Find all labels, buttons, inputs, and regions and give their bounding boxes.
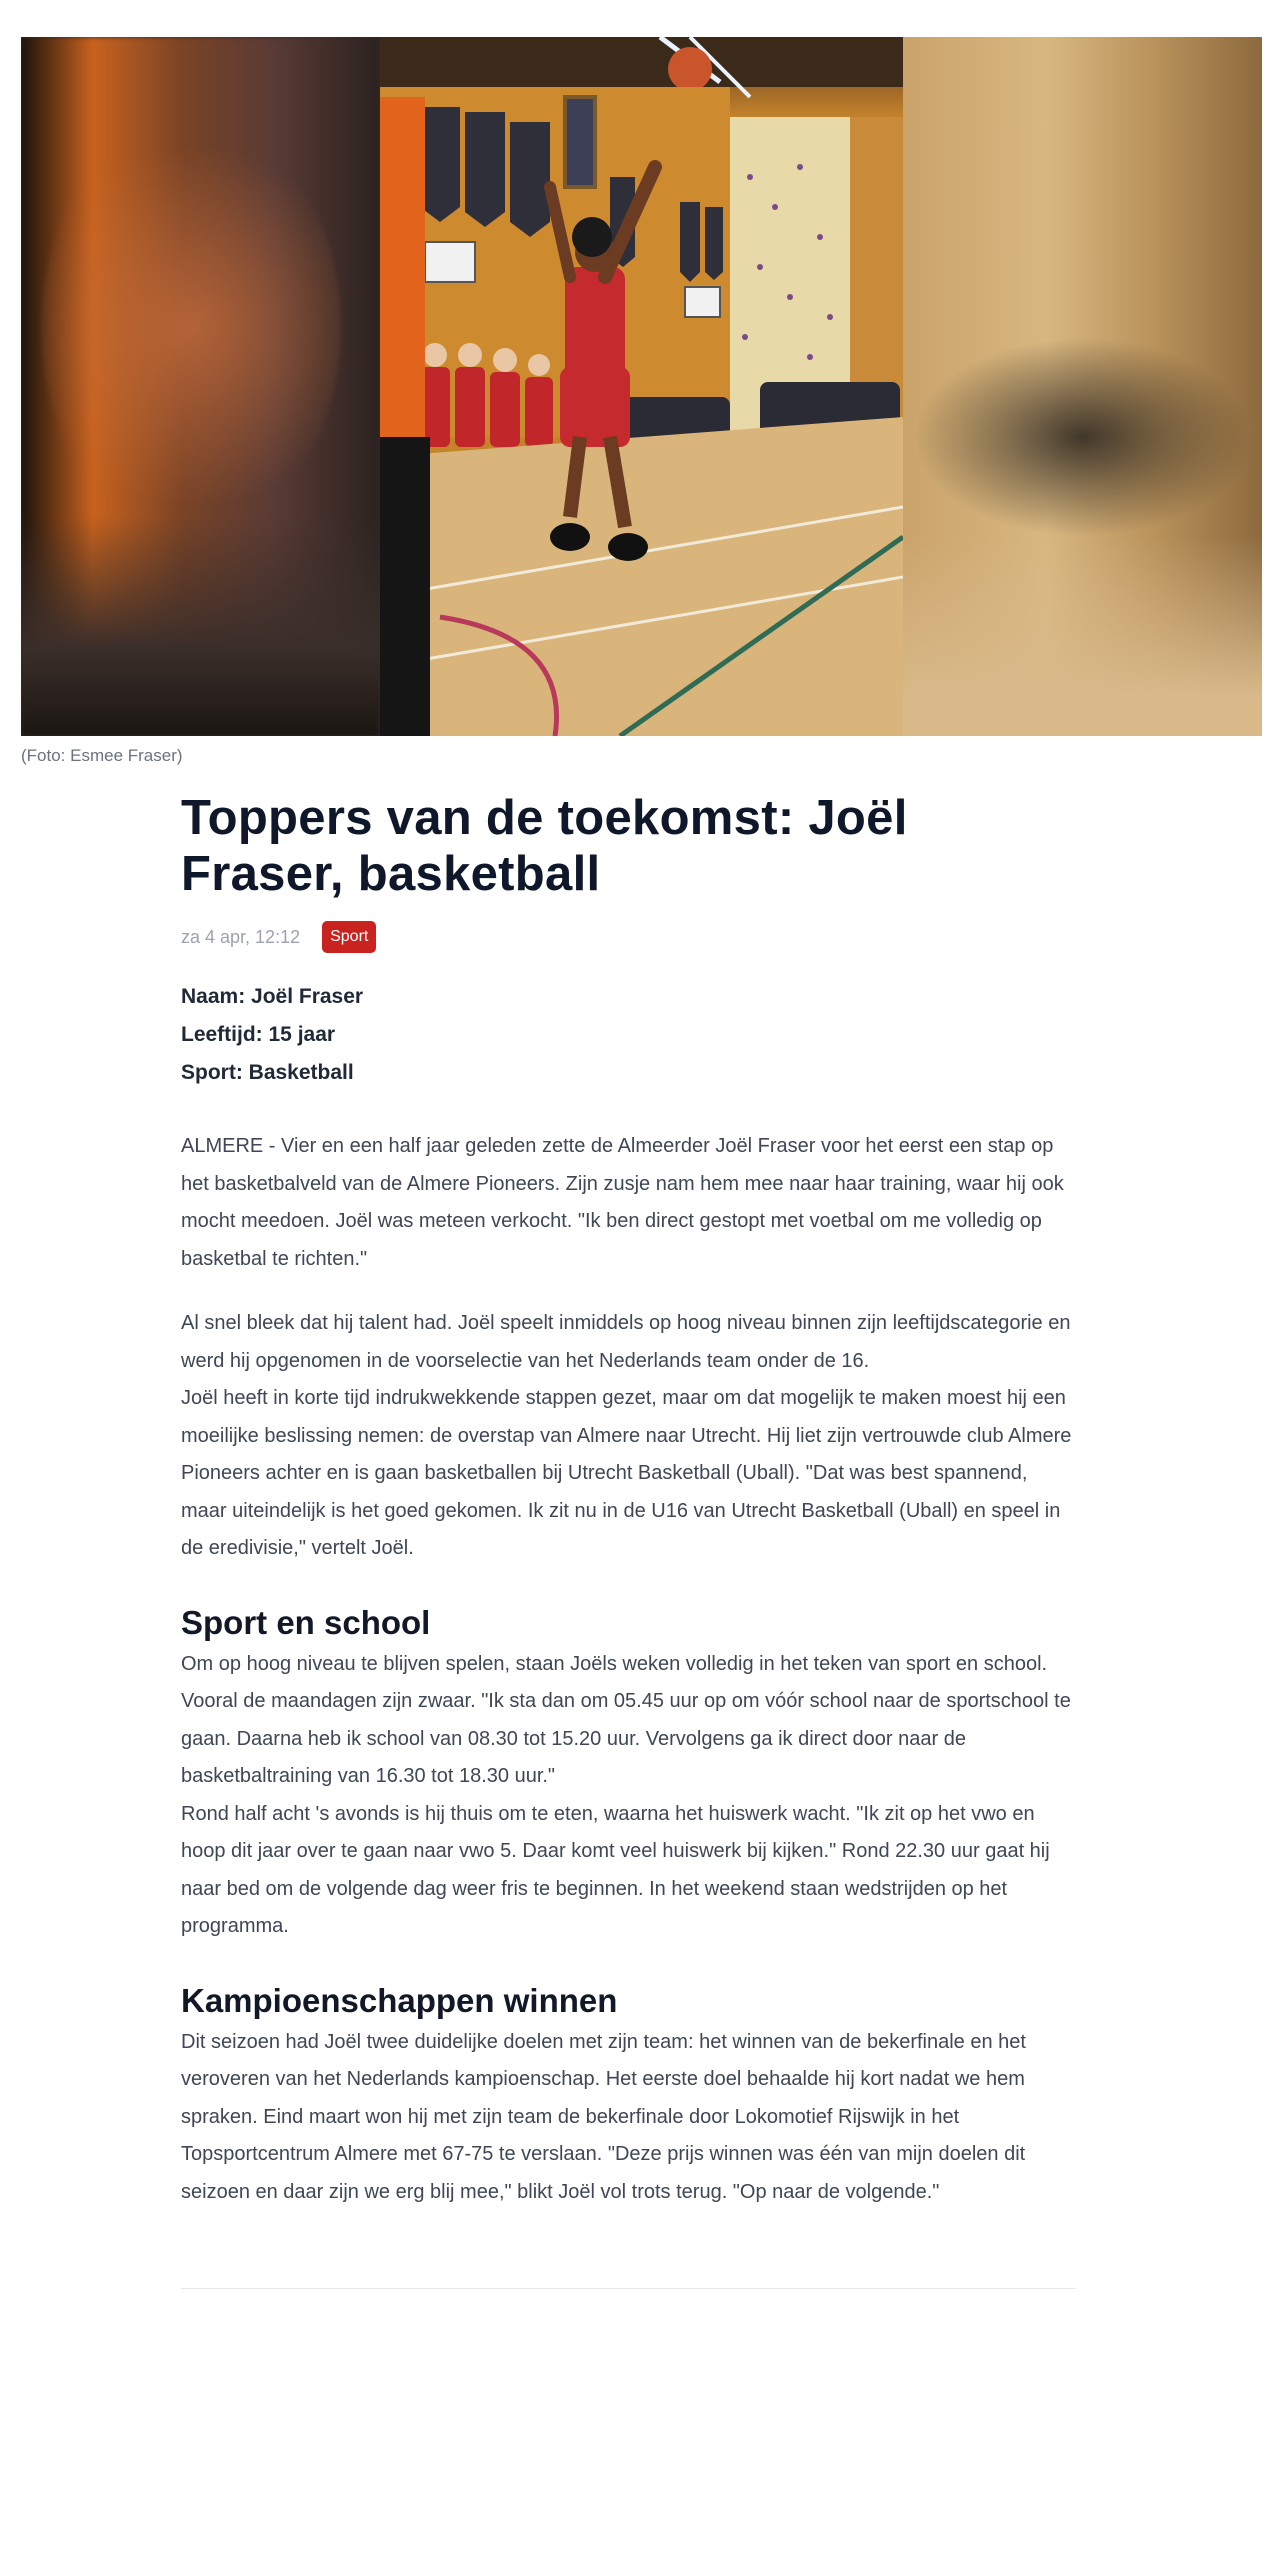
article-meta: [181, 920, 1076, 954]
category-badge[interactable]: Sport: [322, 921, 376, 953]
paragraph-schedule: Om op hoog niveau te blijven spelen, staan Joëls weken volledig in het teken van sport en school. Vooral de maandagen zijn zwaar. "Ik sta dan om 05.45 uur op om vóór school naar de sportschool te gaan. Daarna heb ik school van 08.30 tot 15.20 uur. Vervolgens ga ik direct door naar de basketbaltraining van 16.30 tot 18.30 uur.": [181, 1652, 1071, 1787]
photo-caption: (Foto: Esmee Fraser): [21, 746, 183, 765]
paragraph-transfer: Joël heeft in korte tijd indrukwekkende stappen gezet, maar om dat mogelijk te maken moest hij een moeilijke beslissing nemen: de overstap van Almere naar Utrecht. Hij liet zijn vertrouwde club Almere Pioneers achter en is gaan basketballen bij Utrecht Basketball (Uball). "Dat was best spannend, maar uiteindelijk is het goed gekomen. Ik zit nu in de U16 van Utrecht Basketball (Uball) en speel in de eredivisie," vertelt Joël.: [181, 1387, 1072, 1559]
section-heading-sport-school: Sport en school: [181, 1603, 431, 1641]
article-body: [181, 1128, 1076, 2211]
paragraph-talent: Al snel bleek dat hij talent had. Joël speelt inmiddels op hoog niveau binnen zijn leeftijdscategorie en werd hij opgenomen in de voorselectie van het Nederlands team onder de 16.: [181, 1312, 1071, 1372]
paragraph-evening: Rond half acht 's avonds is hij thuis om te eten, waarna het huiswerk wacht. "Ik zit op het vwo en hoop dit jaar over te gaan naar vwo 5. Daar komt veel huiswerk bij kijken." Rond 22.30 uur gaat hij naar bed om de volgende dag weer fris te beginnen. In het weekend staan wedstrijden op het programma.: [181, 1802, 1050, 1937]
paragraph-goals: Dit seizoen had Joël twee duidelijke doelen met zijn team: het winnen van de bekerfinale en het veroveren van het Nederlands kampioenschap. Het eerste doel behaalde hij kort nadat we hem spraken. Eind maart won hij met zijn team de bekerfinale door Lokomotief Rijswijk in het Topsportcentrum Almere met 67-75 te verslaan. "Deze prijs winnen was één van mijn doelen dit seizoen en daar zijn we erg blij mee," blikt Joël vol trots terug. "Op naar de volgende.": [181, 2030, 1026, 2203]
paragraph-intro: ALMERE - Vier en een half jaar geleden zette de Almeerder Joël Fraser voor het eerst een stap op het basketbalveld van de Almere Pioneers. Zijn zusje nam hem mee naar haar training, waar hij ook mocht meedoen. Joël was meteen verkocht. "Ik ben direct gestopt met voetbal om me volledig op basketbal te richten.": [181, 1135, 1064, 1270]
fact-name: Naam: Joël Fraser: [181, 985, 364, 1008]
article-divider: [181, 2288, 1076, 2289]
article: [181, 790, 1076, 2211]
publish-date: za 4 apr, 12:12: [181, 926, 301, 947]
fact-list: [181, 978, 1076, 1092]
fact-age: Leeftijd: 15 jaar: [181, 1023, 336, 1046]
section-heading-championships: Kampioenschappen winnen: [181, 1981, 618, 2019]
hero-blur-right: [903, 37, 1262, 736]
article-title: Toppers van de toekomst: Joël Fraser, basketball: [181, 791, 908, 901]
fact-sport: Sport: Basketball: [181, 1061, 354, 1084]
basketball-photo: [380, 37, 903, 736]
hero-blur-left: [21, 37, 380, 736]
basketball-scene-illustration: [380, 37, 903, 736]
hero-image: [21, 37, 1262, 736]
